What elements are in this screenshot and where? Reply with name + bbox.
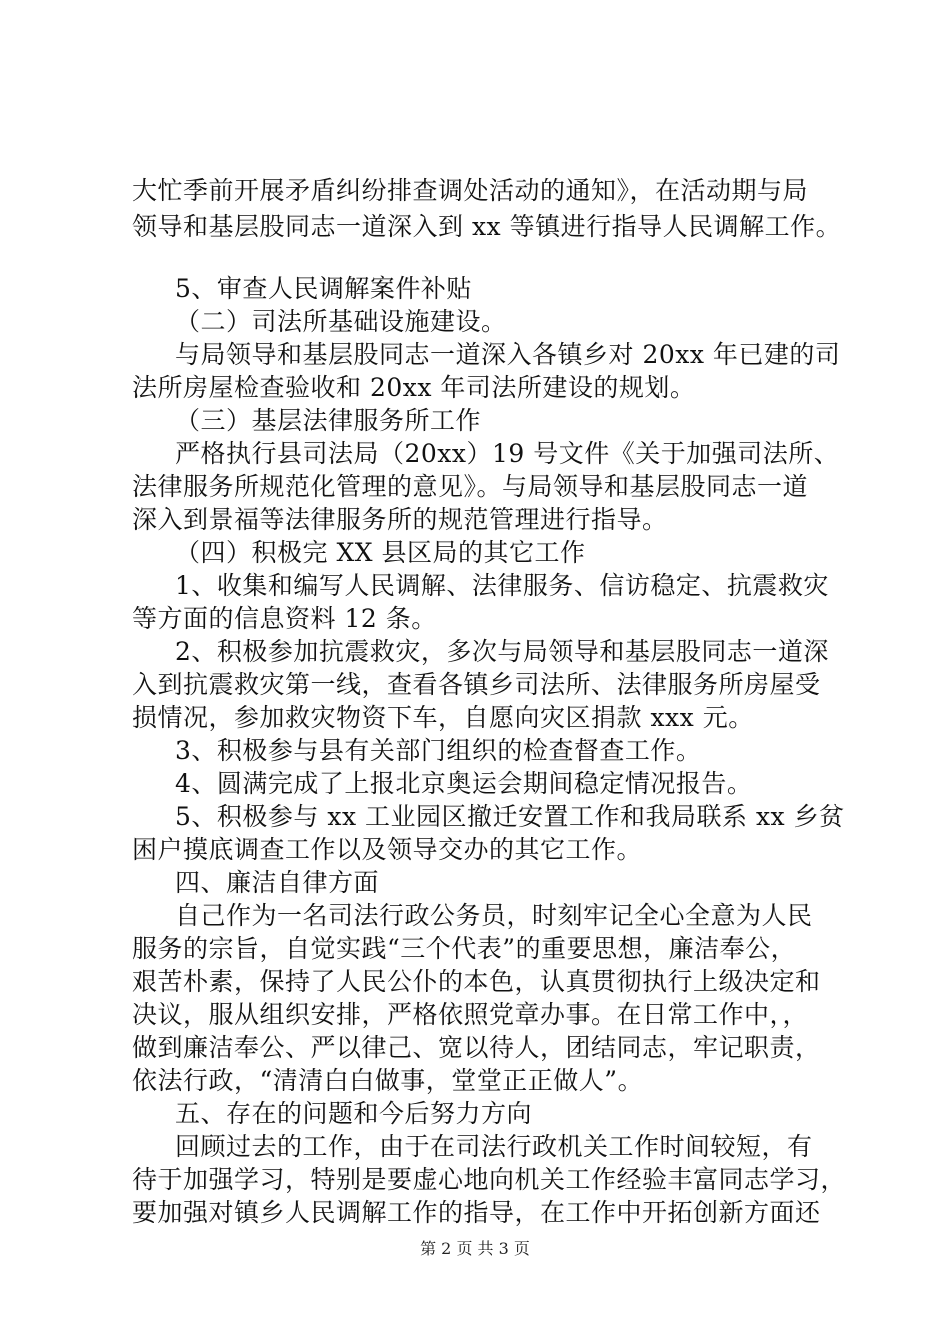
paragraph-line: 与局领导和基层股同志一道深入各镇乡对 20xx 年已建的司	[175, 340, 841, 369]
paragraph-line: 入到抗震救灾第一线，查看各镇乡司法所、法律服务所房屋受	[132, 670, 821, 699]
section-heading: 五、存在的问题和今后努力方向	[175, 1099, 533, 1128]
list-item: 2、积极参加抗震救灾，多次与局领导和基层股同志一道深	[175, 637, 829, 666]
paragraph-line: 领导和基层股同志一道深入到 xx 等镇进行指导人民调解工作。	[132, 212, 842, 241]
paragraph-line: 要加强对镇乡人民调解工作的指导，在工作中开拓创新方面还	[132, 1198, 821, 1227]
page-footer: 第 2 页 共 3 页	[420, 1239, 530, 1258]
paragraph-line: 法所房屋检查验收和 20xx 年司法所建设的规划。	[132, 373, 696, 402]
paragraph-line: 损情况，参加救灾物资下车，自愿向灾区捐款 xxx 元。	[132, 703, 754, 732]
paragraph-line: 深入到景福等法律服务所的规范管理进行指导。	[132, 505, 668, 534]
paragraph-line: 等方面的信息资料 12 条。	[132, 604, 437, 633]
section-heading: （二）司法所基础设施建设。	[175, 307, 507, 336]
list-item: 5、积极参与 xx 工业园区撤迁安置工作和我局联系 xx 乡贫	[175, 802, 845, 831]
paragraph-line: 做到廉洁奉公、严以律己、宽以待人，团结同志，牢记职责，	[132, 1033, 821, 1062]
list-item: 4、圆满完成了上报北京奥运会期间稳定情况报告。	[175, 769, 753, 798]
paragraph-line: 回顾过去的工作，由于在司法行政机关工作时间较短，有	[175, 1132, 813, 1161]
list-item: 3、积极参与县有关部门组织的检查督查工作。	[175, 736, 702, 765]
section-heading: （四）积极完 XX 县区局的其它工作	[175, 538, 586, 567]
paragraph-line: 艰苦朴素，保持了人民公仆的本色，认真贯彻执行上级决定和	[132, 967, 821, 996]
paragraph-line: 困户摸底调查工作以及领导交办的其它工作。	[132, 835, 643, 864]
paragraph-line: 严格执行县司法局（20xx）19 号文件《关于加强司法所、	[175, 439, 840, 468]
paragraph-line: 待于加强学习，特别是要虚心地向机关工作经验丰富同志学习，	[132, 1165, 847, 1194]
paragraph-line: 大忙季前开展矛盾纠纷排查调处活动的通知》，在活动期与局	[132, 176, 809, 205]
section-heading: （三）基层法律服务所工作	[175, 406, 482, 435]
paragraph-line: 服务的宗旨，自觉实践“三个代表”的重要思想，廉洁奉公，	[132, 934, 797, 963]
paragraph-line: 依法行政，“清清白白做事，堂堂正正做人”。	[132, 1066, 644, 1095]
item-heading: 5、审查人民调解案件补贴	[175, 274, 472, 303]
paragraph-line: 决议，服从组织安排，严格依照党章办事。在日常工作中，，	[132, 1000, 809, 1029]
list-item: 1、收集和编写人民调解、法律服务、信访稳定、抗震救灾	[175, 571, 829, 600]
paragraph-line: 法律服务所规范化管理的意见》。与局领导和基层股同志一道	[132, 472, 809, 501]
paragraph-line: 自己作为一名司法行政公务员，时刻牢记全心全意为人民	[175, 901, 813, 930]
section-heading: 四、廉洁自律方面	[175, 868, 380, 897]
